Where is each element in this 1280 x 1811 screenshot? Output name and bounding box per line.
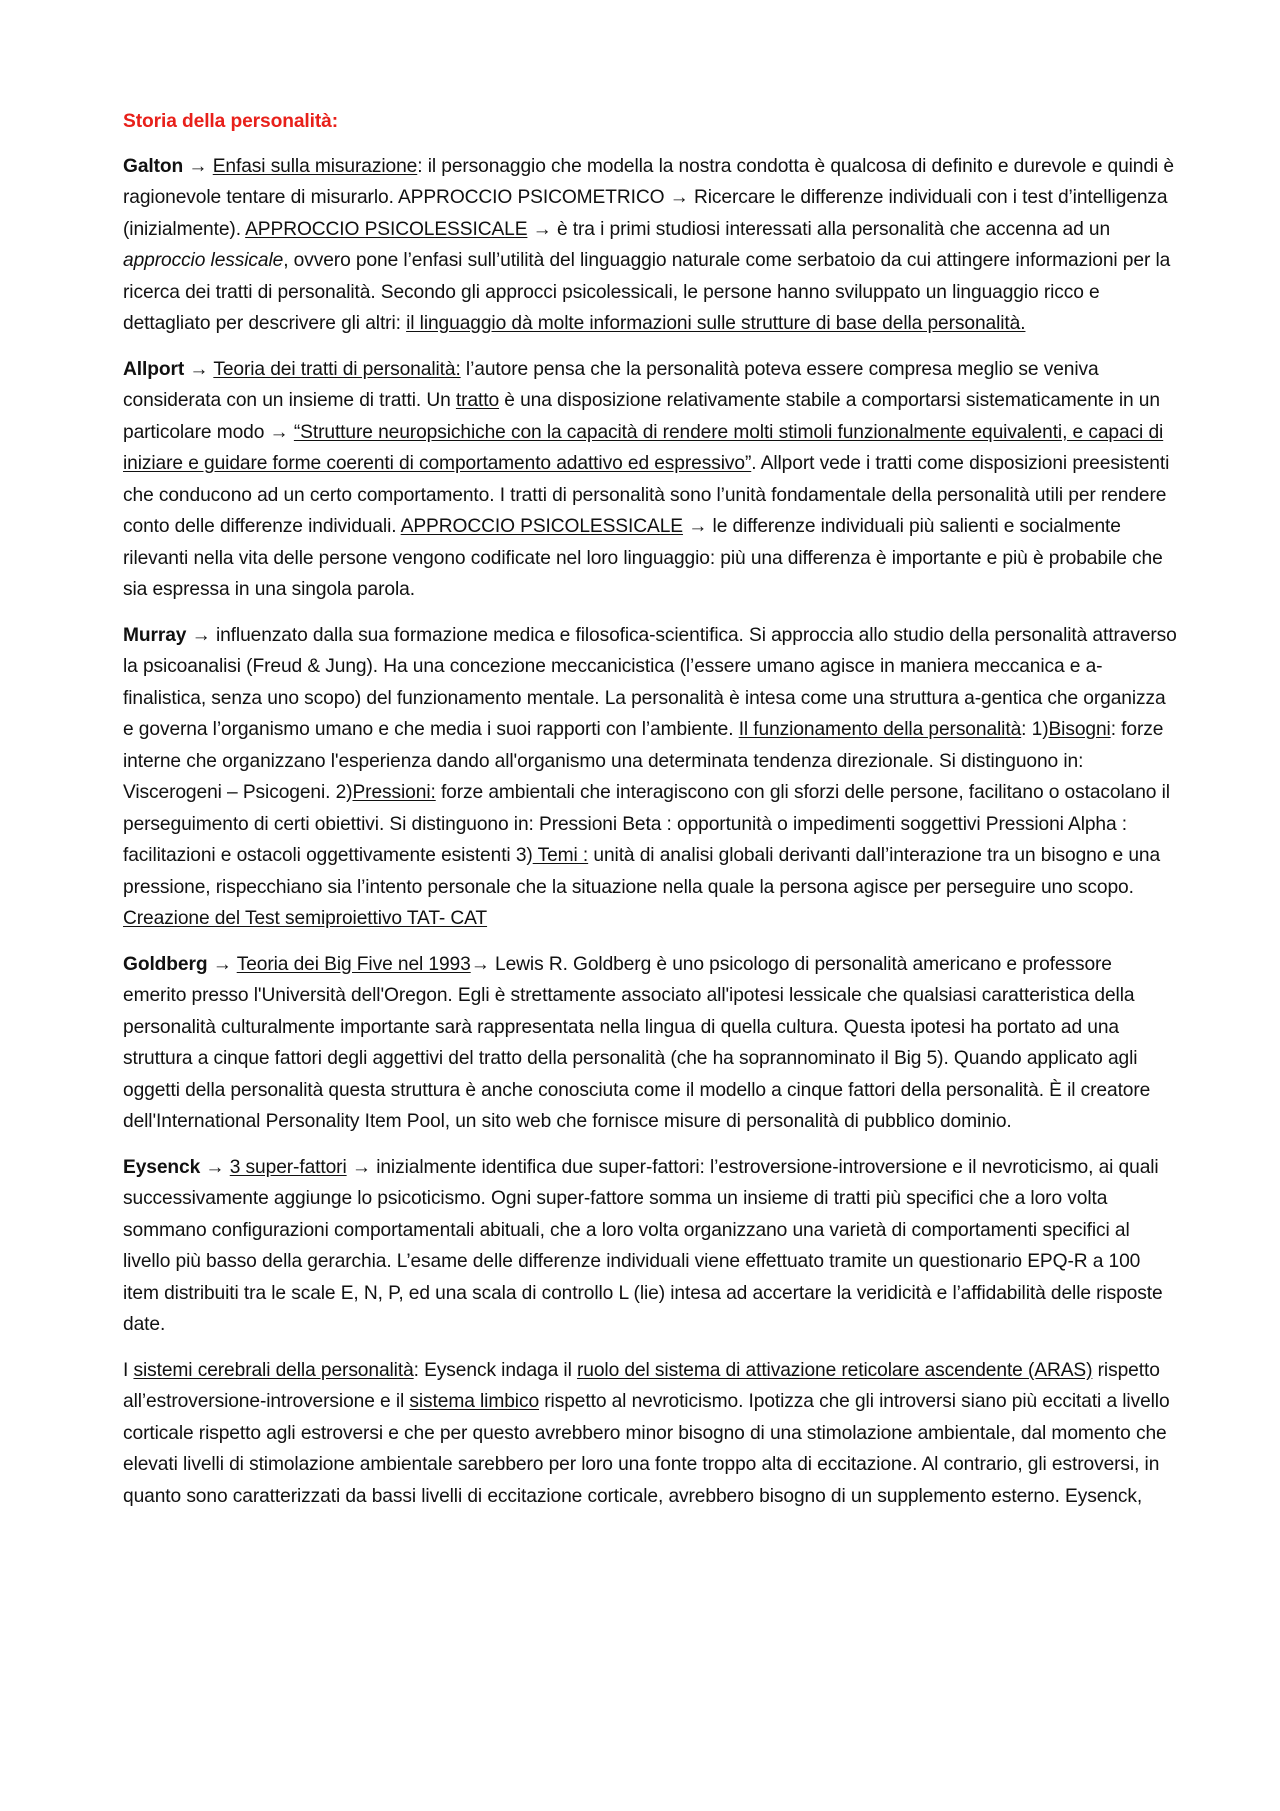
arrow-right-icon: →: [532, 218, 552, 240]
author-name-goldberg: Goldberg: [123, 953, 208, 975]
author-name-allport: Allport: [123, 358, 185, 380]
underlined-text: Il funzionamento della personalità: [738, 719, 1022, 740]
body-text: inizialmente identifica due super-fattori: l’estroversione-introversione e il nevroticismo, ai quali successivamente aggiunge lo psicoticismo. Ogni super-fattore somma un insieme di tratti più specifici che a loro volta sommano configurazioni comportamentali abituali, che a loro volta organizzano una varietà di comportamenti specifici al livello più basso della gerarchia. L’esame delle differenze individuali viene effettuato tramite un questionario EPQ-R a 100 item distribuiti tra le scale E, N, P, ed una scala di controllo L (lie) intesa ad accertare la veridicità e l’affidabilità delle risposte date.: [123, 1156, 1163, 1335]
italic-text: approccio lessicale: [123, 250, 284, 271]
underlined-text: Teoria dei Big Five nel 1993: [236, 953, 471, 975]
body-text: Ricercare le differenze individuali con i test d’intelligenza (inizialmente).: [123, 187, 1168, 240]
underlined-text: Pressioni:: [352, 782, 436, 803]
author-name-eysenck: Eysenck: [123, 1156, 201, 1178]
arrow-right-icon: →: [191, 624, 211, 646]
body-text: : Eysenck indaga il: [413, 1359, 577, 1381]
body-text: : il personaggio che modella la nostra condotta è qualcosa di definito e durevole e quindi è ragionevole tentare di misurarlo. APPROCCIO PSICOMETRICO: [123, 155, 1174, 208]
body-text: è tra i primi studiosi interessati alla personalità che accenna ad un: [551, 218, 1111, 240]
arrow-right-icon: →: [189, 358, 209, 380]
underlined-text: Temi :: [532, 845, 589, 866]
body-text: . Allport vede i tratti come disposizioni preesistenti che conducono ad un certo comportamento. I tratti di personalità sono l’unità fondamentale della personalità utili per rendere conto delle differenze individuali.: [123, 453, 1170, 537]
arrow-right-icon: →: [470, 953, 490, 975]
arrow-right-icon: →: [212, 953, 232, 975]
underlined-text: sistema limbico: [409, 1391, 540, 1412]
paragraph-murray: [123, 620, 1177, 935]
arrow-right-icon: →: [269, 421, 289, 443]
underlined-text: tratto: [455, 390, 500, 411]
underlined-text: APPROCCIO PSICOLESSICALE: [400, 516, 683, 537]
paragraph-galton: [123, 151, 1177, 340]
author-name-murray: Murray: [123, 624, 187, 646]
document-title: Storia della personalità:: [123, 111, 339, 132]
paragraph-goldberg: [123, 949, 1177, 1138]
body-text: forze ambientali che interagiscono con gli sforzi delle persone, facilitano o ostacolano il perseguimento di certi obiettivi. Si distinguono in: Pressioni Beta : opportunità o impedimenti soggettivi Pressioni Alpha : facilitazioni e ostacoli oggettivamente esistenti 3): [123, 782, 1170, 866]
body-text: unità di analisi globali derivanti dall’interazione tra un bisogno e una pressione, rispecchiano sia l’intento personale che la situazione nella quale la persona agisce per perseguire uno scopo.: [123, 845, 1161, 898]
underlined-text: Teoria dei tratti di personalità:: [213, 358, 461, 380]
underlined-text: Creazione del Test semiproiettivo TAT- CAT: [123, 908, 488, 929]
body-text: le differenze individuali più salienti e socialmente rilevanti nella vita delle persone vengono codificate nel loro linguaggio: più una differenza è importante e più è probabile che sia espressa in una singola parola.: [123, 516, 1163, 600]
body-text: rispetto all’estroversione-introversione e il: [123, 1359, 1160, 1412]
body-text: : forze interne che organizzano l'esperienza dando all'organismo una determinata tendenza direzionale. Si distinguono in: Viscerogeni – Psicogeni. 2): [123, 719, 1164, 803]
body-text: è una disposizione relativamente stabile a comportarsi sistematicamente in un particolare modo: [123, 390, 1160, 443]
body-text: , ovvero pone l’enfasi sull’utilità del linguaggio naturale come serbatoio da cui attingere informazioni per la ricerca dei tratti di personalità. Secondo gli approcci psicolessicali, le persone hanno sviluppato un linguaggio ricco e dettagliato per descrivere gli altri:: [123, 250, 1171, 334]
body-text: l’autore pensa che la personalità poteva essere compresa meglio se veniva considerata con un insieme di tratti. Un: [123, 358, 1099, 411]
author-name-galton: Galton: [123, 155, 184, 177]
underlined-text: ruolo del sistema di attivazione reticolare ascendente (ARAS): [576, 1359, 1093, 1381]
body-text: Lewis R. Goldberg è uno psicologo di personalità americano e professore emerito presso l'Università dell'Oregon. Egli è strettamente associato all'ipotesi lessicale che qualsiasi caratteristica della personalità culturalmente importante sarà rappresentata nella lingua di quella cultura. Questa ipotesi ha portato ad una struttura a cinque fattori degli aggettivi del tratto della personalità (che ha soprannominato il Big 5). Quando applicato agli oggetti della personalità questa struttura è anche conosciuta come il modello a cinque fattori della personalità. È il creatore dell'International Personality Item Pool, un sito web che fornisce misure di personalità di pubblico dominio.: [123, 953, 1151, 1132]
arrow-right-icon: →: [351, 1156, 371, 1178]
body-text: I: [123, 1359, 134, 1381]
underlined-text: 3 super-fattori: [229, 1156, 347, 1178]
paragraph-allport: [123, 354, 1177, 606]
body-text: : 1): [1021, 719, 1049, 740]
paragraph-sistemi: [123, 1355, 1177, 1513]
arrow-right-icon: →: [205, 1156, 225, 1178]
body-text: influenzato dalla sua formazione medica e filosofica-scientifica. Si approccia allo studio della personalità attraverso la psicoanalisi (Freud & Jung). Ha una concezione meccanicistica (l’essere umano agisce in maniera meccanica e a-finalistica, senza uno scopo) del funzionamento mentale. La personalità è intesa come una struttura a-gentica che organizza e governa l’organismo umano e che media i suoi rapporti con l’ambiente.: [123, 624, 1177, 740]
underlined-text: Enfasi sulla misurazione: [212, 155, 418, 177]
underlined-text: APPROCCIO PSICOLESSICALE: [245, 218, 528, 240]
underlined-quote: “Strutture neuropsichiche con la capacità di rendere molti stimoli funzionalmente equivalenti, e capaci di iniziare e guidare forme coerenti di comportamento adattivo ed espressivo”: [123, 421, 1164, 474]
underlined-text: sistemi cerebrali della personalità: [133, 1359, 414, 1381]
underlined-text: Bisogni: [1048, 719, 1111, 740]
arrow-right-icon: →: [188, 155, 208, 177]
arrow-right-icon: →: [688, 516, 708, 537]
arrow-right-icon: →: [669, 187, 689, 208]
paragraph-eysenck: [123, 1152, 1177, 1341]
underlined-text: il linguaggio dà molte informazioni sulle strutture di base della personalità.: [406, 313, 1026, 334]
document-body: [123, 106, 1177, 1526]
body-text: rispetto al nevroticismo. Ipotizza che gli introversi siano più eccitati a livello corticale rispetto agli estroversi e che per questo avrebbero minor bisogno di una stimolazione ambientale, dal momento che elevati livelli di stimolazione ambientale sarebbero per loro una fonte troppo alta di eccitazione. Al contrario, gli estroversi, in quanto sono caratterizzati da bassi livelli di eccitazione corticale, avrebbero bisogno di un supplemento esterno. Eysenck,: [123, 1391, 1170, 1507]
